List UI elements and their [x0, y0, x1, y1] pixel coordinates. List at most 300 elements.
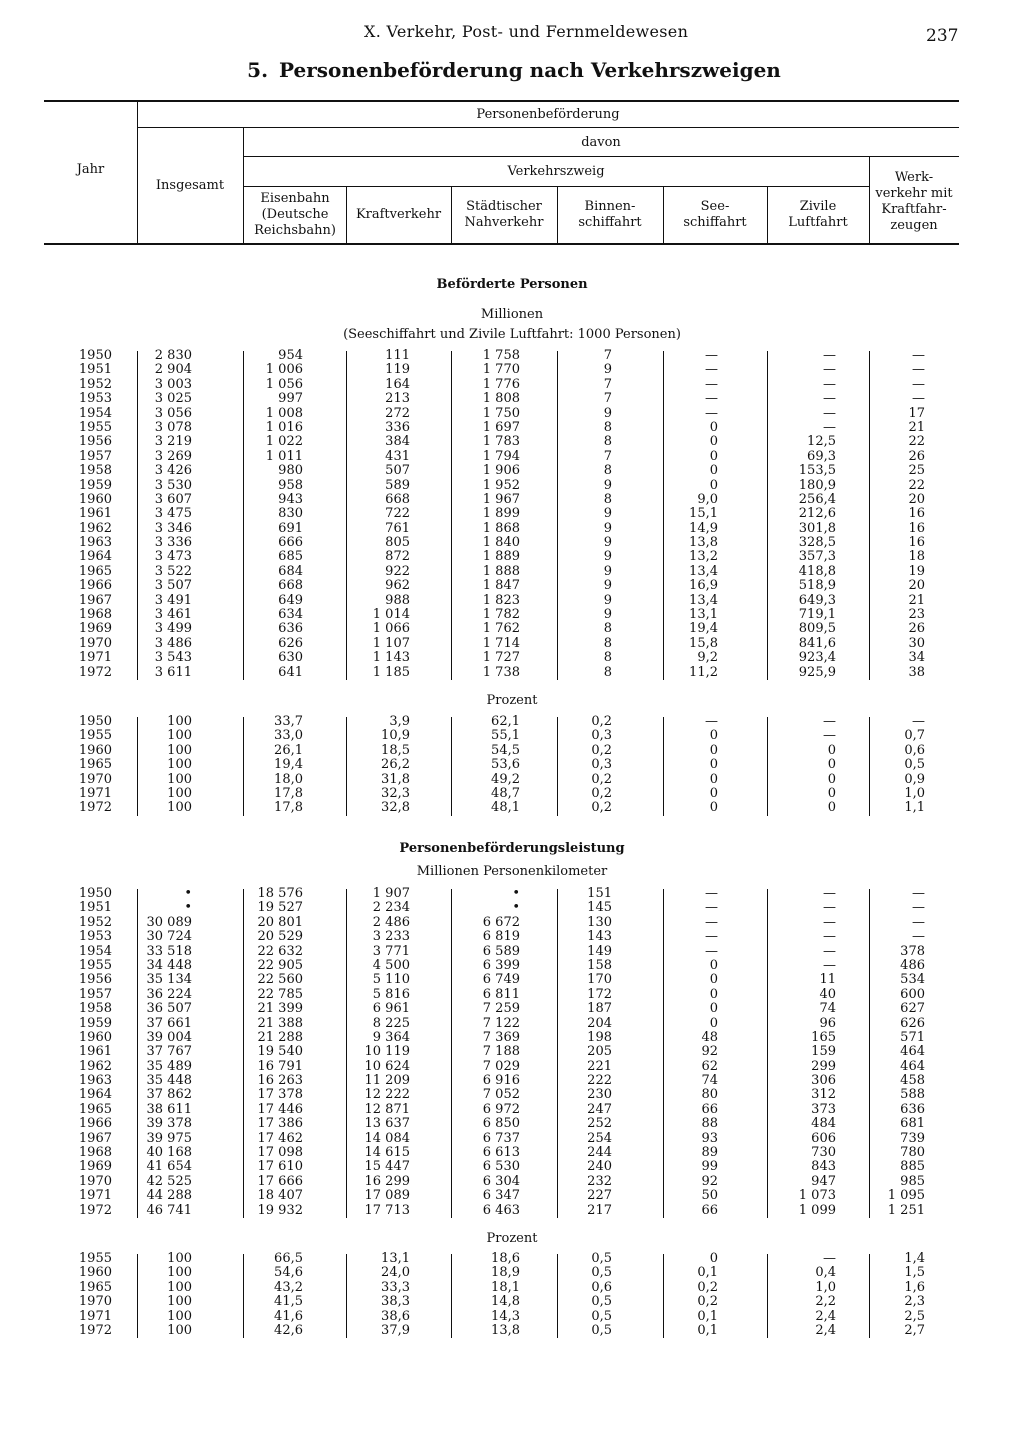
kraftverkehr-cell: 3,9	[389, 714, 410, 729]
year-cell: 1965	[78, 1279, 112, 1295]
werkverkehr-cell: —	[912, 900, 925, 916]
binnenschiffahrt-cell: 9	[603, 578, 612, 594]
luftfahrt-cell: —	[823, 914, 836, 930]
binnenschiffahrt-cell: 151	[587, 886, 612, 901]
table-row	[0, 1281, 1024, 1295]
eisenbahn-cell: 685	[278, 549, 303, 565]
werkverkehr-cell: 0,7	[904, 728, 925, 744]
nahverkehr-cell: •	[512, 900, 520, 916]
luftfahrt-cell: 301,8	[798, 520, 836, 536]
werkverkehr-cell: 16	[908, 535, 925, 551]
header-binnen: Binnen-schiffahrt	[578, 199, 642, 230]
werkverkehr-cell: 464	[900, 1044, 925, 1060]
nahverkehr-cell: 1 808	[482, 391, 520, 407]
nahverkehr-cell: 18,6	[491, 1251, 520, 1266]
eisenbahn-cell: 19,4	[274, 757, 303, 773]
insgesamt-cell: 36 507	[146, 1001, 192, 1017]
nahverkehr-cell: 6 672	[482, 914, 520, 930]
binnenschiffahrt-cell: 9	[603, 592, 612, 608]
table-row	[0, 666, 1024, 680]
table-row	[0, 1324, 1024, 1338]
table-row	[0, 507, 1024, 521]
werkverkehr-cell: 21	[908, 419, 925, 435]
seeschiffahrt-cell: 19,4	[689, 621, 718, 637]
kraftverkehr-cell: 111	[385, 348, 410, 363]
luftfahrt-cell: 841,6	[798, 635, 836, 651]
binnenschiffahrt-cell: 145	[587, 900, 612, 916]
year-cell: 1952	[78, 376, 112, 392]
seeschiffahrt-cell: 0	[709, 800, 718, 816]
year-cell: 1972	[78, 1322, 112, 1338]
seeschiffahrt-cell: 0	[709, 986, 718, 1002]
luftfahrt-cell: —	[823, 929, 836, 945]
eisenbahn-cell: 954	[278, 348, 303, 363]
insgesamt-cell: 33 518	[146, 943, 192, 959]
kraftverkehr-cell: 11 209	[364, 1073, 410, 1089]
table-row	[0, 1117, 1024, 1131]
eisenbahn-cell: 41,6	[274, 1308, 303, 1324]
werkverkehr-cell: 22	[908, 434, 925, 450]
luftfahrt-cell: 843	[811, 1159, 836, 1175]
seeschiffahrt-cell: —	[705, 391, 718, 407]
insgesamt-cell: 3 269	[154, 448, 192, 464]
table-row	[0, 522, 1024, 536]
werkverkehr-cell: 486	[900, 957, 925, 973]
werkverkehr-cell: 26	[908, 621, 925, 637]
table-row	[0, 1310, 1024, 1324]
year-cell: 1953	[78, 929, 112, 945]
table-row	[0, 1031, 1024, 1045]
binnenschiffahrt-cell: 221	[587, 1058, 612, 1074]
table-row	[0, 1017, 1024, 1031]
kraftverkehr-cell: 15 447	[364, 1159, 410, 1175]
year-cell: 1969	[78, 1159, 112, 1175]
eisenbahn-cell: 830	[278, 506, 303, 522]
insgesamt-cell: 39 004	[146, 1029, 192, 1045]
binnenschiffahrt-cell: 222	[587, 1073, 612, 1089]
luftfahrt-cell: —	[823, 886, 836, 901]
year-cell: 1955	[78, 1251, 112, 1266]
eisenbahn-cell: 1 006	[265, 362, 303, 378]
werkverkehr-cell: 627	[900, 1001, 925, 1017]
binnenschiffahrt-cell: 205	[587, 1044, 612, 1060]
kraftverkehr-cell: 10 119	[364, 1044, 410, 1060]
nahverkehr-cell: 7 122	[482, 1015, 520, 1031]
year-cell: 1962	[78, 1058, 112, 1074]
table-row	[0, 464, 1024, 478]
binnenschiffahrt-cell: 170	[587, 972, 612, 988]
werkverkehr-cell: —	[912, 348, 925, 363]
data-table	[0, 887, 1024, 1218]
kraftverkehr-cell: 12 222	[364, 1087, 410, 1103]
nahverkehr-cell: 7 259	[482, 1001, 520, 1017]
luftfahrt-cell: 730	[811, 1145, 836, 1161]
eisenbahn-cell: 958	[278, 477, 303, 493]
header-personenbefoerderung: Personenbeförderung	[476, 107, 620, 122]
year-cell: 1972	[78, 664, 112, 680]
binnenschiffahrt-cell: 8	[603, 650, 612, 666]
luftfahrt-cell: 306	[811, 1073, 836, 1089]
table-row	[0, 901, 1024, 915]
year-cell: 1951	[78, 900, 112, 916]
year-cell: 1961	[78, 1044, 112, 1060]
year-cell: 1962	[78, 520, 112, 536]
werkverkehr-cell: 1,4	[904, 1251, 925, 1266]
year-cell: 1953	[78, 391, 112, 407]
kraftverkehr-cell: 31,8	[381, 771, 410, 787]
nahverkehr-cell: 48,1	[491, 800, 520, 816]
kraftverkehr-cell: 119	[385, 362, 410, 378]
seeschiffahrt-cell: 0	[709, 1251, 718, 1266]
binnenschiffahrt-cell: 9	[603, 362, 612, 378]
seeschiffahrt-cell: 15,8	[689, 635, 718, 651]
table-row	[0, 479, 1024, 493]
nahverkehr-cell: 1 888	[482, 563, 520, 579]
luftfahrt-cell: 1 099	[798, 1202, 836, 1218]
luftfahrt-cell: 312	[811, 1087, 836, 1103]
luftfahrt-cell: 2,2	[815, 1294, 836, 1310]
seeschiffahrt-cell: 93	[701, 1130, 718, 1146]
table-row	[0, 536, 1024, 550]
nahverkehr-cell: 6 613	[482, 1145, 520, 1161]
luftfahrt-cell: 0	[827, 800, 836, 816]
insgesamt-cell: 100	[167, 800, 192, 816]
werkverkehr-cell: 30	[908, 635, 925, 651]
insgesamt-cell: 30 089	[146, 914, 192, 930]
year-cell: 1957	[78, 986, 112, 1002]
kraftverkehr-cell: 10 624	[364, 1058, 410, 1074]
seeschiffahrt-cell: 92	[701, 1173, 718, 1189]
binnenschiffahrt-cell: 7	[603, 376, 612, 392]
luftfahrt-cell: 153,5	[798, 463, 836, 479]
table-row	[0, 435, 1024, 449]
seeschiffahrt-cell: 0	[709, 1015, 718, 1031]
nahverkehr-cell: 1 770	[482, 362, 520, 378]
binnenschiffahrt-cell: 8	[603, 621, 612, 637]
header-divider	[767, 187, 768, 243]
werkverkehr-cell: —	[912, 929, 925, 945]
table-row	[0, 1045, 1024, 1059]
kraftverkehr-cell: 2 234	[372, 900, 410, 916]
kraftverkehr-cell: 24,0	[381, 1265, 410, 1281]
year-cell: 1960	[78, 1265, 112, 1281]
kraftverkehr-cell: 1 066	[372, 621, 410, 637]
seeschiffahrt-cell: 15,1	[689, 506, 718, 522]
werkverkehr-cell: 571	[900, 1029, 925, 1045]
luftfahrt-cell: —	[823, 943, 836, 959]
nahverkehr-cell: 18,9	[491, 1265, 520, 1281]
luftfahrt-cell: 925,9	[798, 664, 836, 680]
binnenschiffahrt-cell: 247	[587, 1101, 612, 1117]
insgesamt-cell: •	[184, 900, 192, 916]
data-table	[0, 715, 1024, 816]
table-row	[0, 1088, 1024, 1102]
insgesamt-cell: 35 448	[146, 1073, 192, 1089]
year-cell: 1968	[78, 607, 112, 623]
nahverkehr-cell: 14,8	[491, 1294, 520, 1310]
luftfahrt-cell: 69,3	[807, 448, 836, 464]
section-title: Prozent	[486, 693, 538, 708]
werkverkehr-cell: 1,6	[904, 1279, 925, 1295]
table-row	[0, 758, 1024, 772]
table-row	[0, 363, 1024, 377]
eisenbahn-cell: 16 791	[257, 1058, 303, 1074]
werkverkehr-cell: 25	[908, 463, 925, 479]
seeschiffahrt-cell: —	[705, 914, 718, 930]
eisenbahn-cell: 980	[278, 463, 303, 479]
binnenschiffahrt-cell: 254	[587, 1130, 612, 1146]
binnenschiffahrt-cell: 0,2	[591, 785, 612, 801]
insgesamt-cell: 2 904	[154, 362, 192, 378]
insgesamt-cell: 39 975	[146, 1130, 192, 1146]
nahverkehr-cell: 7 029	[482, 1058, 520, 1074]
binnenschiffahrt-cell: 0,2	[591, 800, 612, 816]
kraftverkehr-cell: 13 637	[364, 1116, 410, 1132]
kraftverkehr-cell: 26,2	[381, 757, 410, 773]
seeschiffahrt-cell: 48	[701, 1029, 718, 1045]
year-cell: 1960	[78, 491, 112, 507]
kraftverkehr-cell: 17 089	[364, 1188, 410, 1204]
luftfahrt-cell: 40	[819, 986, 836, 1002]
insgesamt-cell: 3 507	[154, 578, 192, 594]
binnenschiffahrt-cell: 187	[587, 1001, 612, 1017]
insgesamt-cell: 3 078	[154, 419, 192, 435]
kraftverkehr-cell: 1 185	[372, 664, 410, 680]
nahverkehr-cell: 7 188	[482, 1044, 520, 1060]
seeschiffahrt-cell: 0	[709, 757, 718, 773]
insgesamt-cell: 42 525	[146, 1173, 192, 1189]
insgesamt-cell: 3 499	[154, 621, 192, 637]
werkverkehr-cell: 21	[908, 592, 925, 608]
binnenschiffahrt-cell: 7	[603, 348, 612, 363]
year-cell: 1956	[78, 434, 112, 450]
werkverkehr-cell: 22	[908, 477, 925, 493]
werkverkehr-cell: 17	[908, 405, 925, 421]
seeschiffahrt-cell: 50	[701, 1188, 718, 1204]
eisenbahn-cell: 684	[278, 563, 303, 579]
insgesamt-cell: 41 654	[146, 1159, 192, 1175]
nahverkehr-cell: 6 811	[482, 986, 520, 1002]
seeschiffahrt-cell: —	[705, 348, 718, 363]
luftfahrt-cell: 1 073	[798, 1188, 836, 1204]
luftfahrt-cell: —	[823, 348, 836, 363]
table-title-text: Personenbeförderung nach Verkehrszweigen	[279, 58, 781, 82]
luftfahrt-cell: —	[823, 362, 836, 378]
insgesamt-cell: 100	[167, 1322, 192, 1338]
insgesamt-cell: 3 056	[154, 405, 192, 421]
kraftverkehr-cell: 16 299	[364, 1173, 410, 1189]
header-eisenbahn: Eisenbahn (Deutsche Reichsbahn)	[254, 191, 336, 238]
werkverkehr-cell: 2,7	[904, 1322, 925, 1338]
eisenbahn-cell: 19 540	[257, 1044, 303, 1060]
table-row	[0, 594, 1024, 608]
kraftverkehr-cell: 272	[385, 405, 410, 421]
seeschiffahrt-cell: 0,1	[697, 1308, 718, 1324]
seeschiffahrt-cell: —	[705, 929, 718, 945]
table-row	[0, 1175, 1024, 1189]
table-row	[0, 1103, 1024, 1117]
insgesamt-cell: 100	[167, 771, 192, 787]
seeschiffahrt-cell: 0	[709, 742, 718, 758]
werkverkehr-cell: 2,5	[904, 1308, 925, 1324]
binnenschiffahrt-cell: 0,2	[591, 771, 612, 787]
table-row	[0, 930, 1024, 944]
section-title: Beförderte Personen	[436, 277, 588, 292]
werkverkehr-cell: 18	[908, 549, 925, 565]
seeschiffahrt-cell: —	[705, 886, 718, 901]
seeschiffahrt-cell: 0,2	[697, 1279, 718, 1295]
table-row	[0, 550, 1024, 564]
eisenbahn-cell: 17 386	[257, 1116, 303, 1132]
luftfahrt-cell: —	[823, 405, 836, 421]
insgesamt-cell: 30 724	[146, 929, 192, 945]
luftfahrt-cell: 212,6	[798, 506, 836, 522]
table-row	[0, 565, 1024, 579]
werkverkehr-cell: 0,5	[904, 757, 925, 773]
year-cell: 1952	[78, 914, 112, 930]
binnenschiffahrt-cell: 0,5	[591, 1294, 612, 1310]
table-row	[0, 349, 1024, 363]
eisenbahn-cell: 22 905	[257, 957, 303, 973]
werkverkehr-cell: 1,1	[904, 800, 925, 816]
seeschiffahrt-cell: 14,9	[689, 520, 718, 536]
werkverkehr-cell: 38	[908, 664, 925, 680]
insgesamt-cell: 100	[167, 1308, 192, 1324]
seeschiffahrt-cell: 66	[701, 1101, 718, 1117]
werkverkehr-cell: 626	[900, 1015, 925, 1031]
insgesamt-cell: 3 611	[154, 664, 192, 680]
year-cell: 1966	[78, 578, 112, 594]
year-cell: 1955	[78, 728, 112, 744]
section-note: (Seeschiffahrt und Zivile Luftfahrt: 1000 Personen)	[343, 327, 681, 342]
kraftverkehr-cell: 722	[385, 506, 410, 522]
insgesamt-cell: 100	[167, 1251, 192, 1266]
kraftverkehr-cell: 336	[385, 419, 410, 435]
year-cell: 1964	[78, 549, 112, 565]
seeschiffahrt-cell: 0	[709, 477, 718, 493]
year-cell: 1971	[78, 785, 112, 801]
kraftverkehr-cell: 13,1	[381, 1251, 410, 1266]
table-row	[0, 1252, 1024, 1266]
section-title: Personenbeförderungsleistung	[399, 841, 625, 856]
luftfahrt-cell: —	[823, 728, 836, 744]
nahverkehr-cell: 18,1	[491, 1279, 520, 1295]
insgesamt-cell: 3 607	[154, 491, 192, 507]
werkverkehr-cell: —	[912, 376, 925, 392]
header-rule-2	[243, 156, 959, 157]
werkverkehr-cell: 681	[900, 1116, 925, 1132]
luftfahrt-cell: 418,8	[798, 563, 836, 579]
nahverkehr-cell: 1 782	[482, 607, 520, 623]
binnenschiffahrt-cell: 0,2	[591, 742, 612, 758]
seeschiffahrt-cell: 11,2	[689, 664, 718, 680]
table-row	[0, 729, 1024, 743]
binnenschiffahrt-cell: 0,2	[591, 714, 612, 729]
year-cell: 1951	[78, 362, 112, 378]
insgesamt-cell: 38 611	[146, 1101, 192, 1117]
nahverkehr-cell: 1 906	[482, 463, 520, 479]
seeschiffahrt-cell: 0	[709, 957, 718, 973]
insgesamt-cell: 3 426	[154, 463, 192, 479]
nahverkehr-cell: 1 697	[482, 419, 520, 435]
insgesamt-cell: 40 168	[146, 1145, 192, 1161]
eisenbahn-cell: 19 527	[257, 900, 303, 916]
insgesamt-cell: 3 522	[154, 563, 192, 579]
table-row	[0, 579, 1024, 593]
table-row	[0, 637, 1024, 651]
insgesamt-cell: 3 346	[154, 520, 192, 536]
table-row	[0, 973, 1024, 987]
eisenbahn-cell: 21 288	[257, 1029, 303, 1045]
year-cell: 1970	[78, 635, 112, 651]
insgesamt-cell: 3 219	[154, 434, 192, 450]
insgesamt-cell: 3 530	[154, 477, 192, 493]
nahverkehr-cell: 53,6	[491, 757, 520, 773]
running-header: X. Verkehr, Post- und Fernmeldewesen	[364, 22, 689, 41]
eisenbahn-cell: 20 801	[257, 914, 303, 930]
eisenbahn-cell: 22 785	[257, 986, 303, 1002]
seeschiffahrt-cell: 13,4	[689, 563, 718, 579]
eisenbahn-cell: 17 446	[257, 1101, 303, 1117]
binnenschiffahrt-cell: 8	[603, 463, 612, 479]
insgesamt-cell: 3 003	[154, 376, 192, 392]
table-row	[0, 651, 1024, 665]
eisenbahn-cell: 17 666	[257, 1173, 303, 1189]
year-cell: 1956	[78, 972, 112, 988]
table-row	[0, 608, 1024, 622]
binnenschiffahrt-cell: 149	[587, 943, 612, 959]
seeschiffahrt-cell: 16,9	[689, 578, 718, 594]
nahverkehr-cell: 1 758	[482, 348, 520, 363]
luftfahrt-cell: 11	[819, 972, 836, 988]
table-row	[0, 887, 1024, 901]
header-top-rule	[44, 100, 959, 102]
luftfahrt-cell: —	[823, 419, 836, 435]
table-title	[0, 58, 1024, 82]
year-cell: 1967	[78, 592, 112, 608]
year-cell: 1950	[78, 886, 112, 901]
nahverkehr-cell: 6 737	[482, 1130, 520, 1146]
binnenschiffahrt-cell: 9	[603, 535, 612, 551]
year-cell: 1972	[78, 800, 112, 816]
table-row	[0, 421, 1024, 435]
header-staedtisch: Städtischer Nahverkehr	[464, 199, 544, 230]
kraftverkehr-cell: 962	[385, 578, 410, 594]
header-divider	[869, 157, 870, 243]
header-rule-1	[137, 127, 959, 128]
luftfahrt-cell: 2,4	[815, 1322, 836, 1338]
eisenbahn-cell: 22 560	[257, 972, 303, 988]
insgesamt-cell: 100	[167, 1265, 192, 1281]
nahverkehr-cell: 55,1	[491, 728, 520, 744]
binnenschiffahrt-cell: 244	[587, 1145, 612, 1161]
eisenbahn-cell: 42,6	[274, 1322, 303, 1338]
kraftverkehr-cell: 3 233	[372, 929, 410, 945]
binnenschiffahrt-cell: 0,5	[591, 1251, 612, 1266]
eisenbahn-cell: 66,5	[274, 1251, 303, 1266]
kraftverkehr-cell: 4 500	[372, 957, 410, 973]
eisenbahn-cell: 626	[278, 635, 303, 651]
kraftverkehr-cell: 805	[385, 535, 410, 551]
insgesamt-cell: 36 224	[146, 986, 192, 1002]
seeschiffahrt-cell: 0	[709, 419, 718, 435]
binnenschiffahrt-cell: 204	[587, 1015, 612, 1031]
header-jahr: Jahr	[76, 162, 105, 177]
year-cell: 1959	[78, 477, 112, 493]
year-cell: 1955	[78, 419, 112, 435]
year-cell: 1971	[78, 650, 112, 666]
luftfahrt-cell: 12,5	[807, 434, 836, 450]
